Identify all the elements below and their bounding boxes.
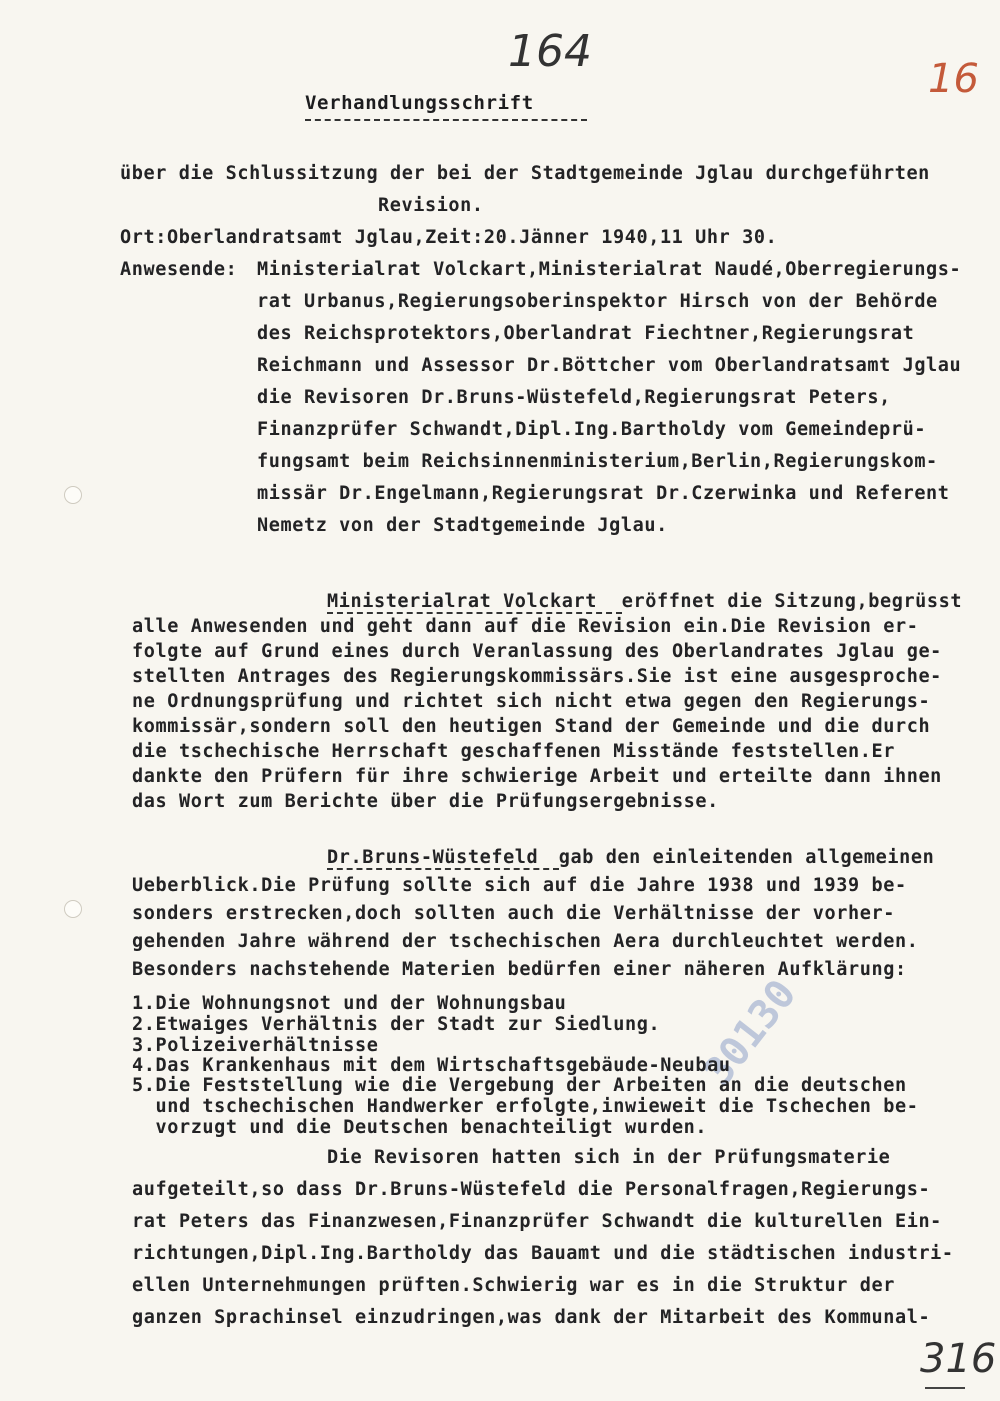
attendees-line: die Revisoren Dr.Bruns-Wüstefeld,Regierungsrat Peters, bbox=[257, 387, 891, 408]
title-underline bbox=[305, 119, 587, 121]
faint-stamp-number: 30130 bbox=[695, 971, 806, 1095]
attendees-line: Nemetz von der Stadtgemeinde Jglau. bbox=[257, 515, 668, 536]
paragraph-line: kommissär,sondern soll den heutigen Stand der Gemeinde und die durch bbox=[132, 716, 931, 737]
paragraph-line: gehenden Jahre während der tschechischen Aera durchleuchtet werden. bbox=[132, 931, 919, 952]
handwritten-corner-number: 16 bbox=[928, 56, 979, 102]
attendees-line: fungsamt beim Reichsinnenministerium,Berlin,Regierungskom- bbox=[257, 451, 938, 472]
attendees-line: missär Dr.Engelmann,Regierungsrat Dr.Czerwinka und Referent bbox=[257, 483, 950, 504]
paragraph-line: aufgeteilt,so dass Dr.Bruns-Wüstefeld die Personalfragen,Regierungs- bbox=[132, 1179, 931, 1200]
list-item: 4.Das Krankenhaus mit dem Wirtschaftsgebäude-Neubau bbox=[132, 1055, 731, 1076]
paragraph-line: stellten Antrages des Regierungskommissärs.Sie ist eine ausgesproche- bbox=[132, 666, 942, 687]
paragraph-line: das Wort zum Berichte über die Prüfungsergebnisse. bbox=[132, 791, 719, 812]
paragraph-line: ne Ordnungsprüfung und richtet sich nicht etwa gegen den Regierungs- bbox=[132, 691, 931, 712]
document-title: Verhandlungsschrift bbox=[305, 92, 534, 114]
attendees-line: Ministerialrat Volckart,Ministerialrat Naudé,Oberregierungs- bbox=[257, 259, 962, 280]
list-item: 3.Polizeiverhältnisse bbox=[132, 1035, 379, 1056]
attendees-label: Anwesende: bbox=[120, 259, 238, 280]
attendees-line: Finanzprüfer Schwandt,Dipl.Ing.Bartholdy vom Gemeindeprü- bbox=[257, 419, 927, 440]
list-item: 2.Etwaiges Verhältnis der Stadt zur Siedlung. bbox=[132, 1014, 661, 1035]
handwritten-page-number-bottom: 316 bbox=[920, 1336, 997, 1382]
punch-hole-bottom bbox=[64, 900, 82, 918]
paragraph-line: ellen Unternehmungen prüften.Schwierig war es in die Struktur der bbox=[132, 1275, 895, 1296]
punch-hole-top bbox=[64, 486, 82, 504]
paragraph-line: alle Anwesenden und geht dann auf die Revision ein.Die Revision er- bbox=[132, 616, 919, 637]
paragraph-line: sonders erstrecken,doch sollten auch die Verhältnisse der vorher- bbox=[132, 903, 895, 924]
paragraph-line: Ueberblick.Die Prüfung sollte sich auf die Jahre 1938 und 1939 be- bbox=[132, 875, 907, 896]
speaker-name-volckart: Ministerialrat Volckart bbox=[327, 591, 597, 612]
paragraph-line: Die Revisoren hatten sich in der Prüfungsmaterie bbox=[327, 1147, 891, 1168]
speaker-name-underline bbox=[327, 868, 559, 870]
paragraph-line: rat Peters das Finanzwesen,Finanzprüfer Schwandt die kulturellen Ein- bbox=[132, 1211, 942, 1232]
paragraph-line: die tschechische Herrschaft geschaffenen Misstände feststellen.Er bbox=[132, 741, 895, 762]
paragraph-line: gab den einleitenden allgemeinen bbox=[547, 847, 935, 868]
subtitle-line-1: über die Schlussitzung der bei der Stadtgemeinde Jglau durchgeführten bbox=[120, 163, 930, 184]
paragraph-line: eröffnet die Sitzung,begrüsst bbox=[610, 591, 963, 612]
paragraph-line: ganzen Sprachinsel einzudringen,was dank der Mitarbeit des Kommunal- bbox=[132, 1307, 931, 1328]
list-item: und tschechischen Handwerker erfolgte,inwieweit die Tschechen be- bbox=[132, 1096, 919, 1117]
attendees-line: des Reichsprotektors,Oberlandrat Fiechtner,Regierungsrat bbox=[257, 323, 915, 344]
paragraph-line: Besonders nachstehende Materien bedürfen einer näheren Aufklärung: bbox=[132, 959, 907, 980]
subtitle-line-2: Revision. bbox=[378, 195, 484, 216]
speaker-name-underline bbox=[327, 612, 622, 614]
handwritten-underline bbox=[925, 1387, 965, 1389]
attendees-line: rat Urbanus,Regierungsoberinspektor Hirsch von der Behörde bbox=[257, 291, 938, 312]
list-item: vorzugt und die Deutschen benachteiligt wurden. bbox=[132, 1117, 708, 1138]
paragraph-line: dankte den Prüfern für ihre schwierige Arbeit und erteilte dann ihnen bbox=[132, 766, 942, 787]
paragraph-line: folgte auf Grund eines durch Veranlassung des Oberlandrates Jglau ge- bbox=[132, 641, 942, 662]
handwritten-page-number-top: 164 bbox=[508, 26, 592, 77]
attendees-line: Reichmann und Assessor Dr.Böttcher vom Oberlandratsamt Jglau bbox=[257, 355, 962, 376]
paragraph-line: richtungen,Dipl.Ing.Bartholdy das Bauamt und die städtischen industri- bbox=[132, 1243, 954, 1264]
place-time-line: Ort:Oberlandratsamt Jglau,Zeit:20.Jänner 1940,11 Uhr 30. bbox=[120, 227, 778, 248]
speaker-name-bruns-wuestefeld: Dr.Bruns-Wüstefeld bbox=[327, 847, 539, 868]
list-item: 1.Die Wohnungsnot und der Wohnungsbau bbox=[132, 993, 567, 1014]
list-item: 5.Die Feststellung wie die Vergebung der Arbeiten an die deutschen bbox=[132, 1075, 907, 1096]
